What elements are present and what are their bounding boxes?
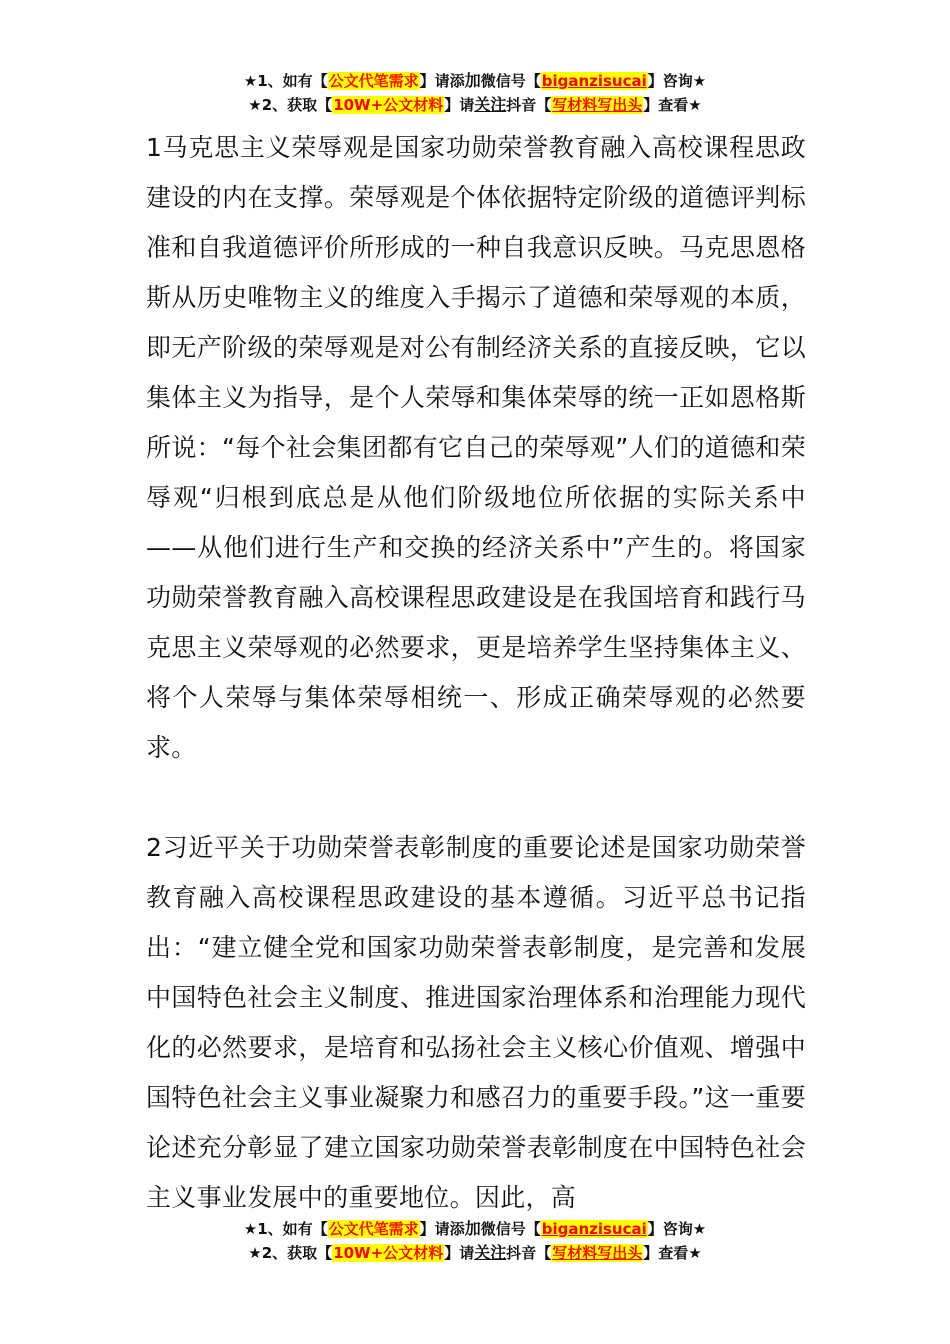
banner-text: 】请 <box>444 1244 475 1262</box>
banner-text-emphasis: 关注 <box>474 95 507 114</box>
banner-text: 抖音【 <box>506 96 552 114</box>
banner-text: 】请添 <box>419 1220 465 1238</box>
banner-line-1 <box>0 69 950 93</box>
wechat-id-link[interactable]: biganzisucai <box>541 72 647 90</box>
banner-line-2 <box>0 93 950 117</box>
banner-text: 抖音【 <box>506 1244 552 1262</box>
douyin-account-link[interactable]: 写材料写出头 <box>552 1244 643 1262</box>
banner-text: 】请添 <box>419 72 465 90</box>
highlight-service: 公文代笔需求 <box>328 1220 419 1238</box>
banner-text: 】请 <box>444 96 475 114</box>
header-banner <box>0 69 950 117</box>
highlight-service: 公文代笔需求 <box>328 72 419 90</box>
banner-text: ★2、获取【 <box>248 1244 333 1262</box>
banner-line-2 <box>0 1241 950 1265</box>
paragraph-2: 2习近平关于功勋荣誉表彰制度的重要论述是国家功勋荣誉教育融入高校课程思政建设的基本遵循。习近平总书记指出：“建立健全党和国家功勋荣誉表彰制度，是完善和发展中国特色社会主义制度、推进国家治理体系和治理能力现代化的必然要求，是培育和弘扬社会主义核心价值观、增强中国特色社会主义事业凝聚力和感召力的重要手段。”这一重要论述充分彰显了建立国家功勋荣誉表彰制度在中国特色社会主义事业发展中的重要地位。因此，高 <box>146 833 806 1212</box>
banner-text: ★1、如有【 <box>243 1220 328 1238</box>
douyin-account-link[interactable]: 写材料写出头 <box>552 96 643 114</box>
banner-text: 微信号【 <box>480 1220 541 1238</box>
banner-text: 微信号【 <box>480 72 541 90</box>
banner-text: 】查看★ <box>643 96 702 114</box>
banner-text: 】咨询★ <box>647 1220 707 1238</box>
wechat-id-link[interactable]: biganzisucai <box>541 1220 647 1238</box>
banner-text: ★1、如有【 <box>243 72 328 90</box>
banner-text-emphasis: 加 <box>464 1219 481 1238</box>
footer-banner <box>0 1217 950 1265</box>
banner-line-1 <box>0 1217 950 1241</box>
document-body <box>146 123 806 1223</box>
banner-text: 】咨询★ <box>647 72 707 90</box>
highlight-materials: 10W+公文材料 <box>333 96 444 114</box>
paragraph-1: 1马克思主义荣辱观是国家功勋荣誉教育融入高校课程思政建设的内在支撑。荣辱观是个体依据特定阶级的道德评判标准和自我道德评价所形成的一种自我意识反映。马克思恩格斯从历史唯物主义的维度入手揭示了道德和荣辱观的本质，即无产阶级的荣辱观是对公有制经济关系的直接反映，它以集体主义为指导，是个人荣辱和集体荣辱的统一正如恩格斯所说：“每个社会集团都有它自己的荣辱观”人们的道德和荣辱观“归根到底总是从他们阶级地位所依据的实际关系中——从他们进行生产和交换的经济关系中”产生的。将国家功勋荣誉教育融入高校课程思政建设是在我国培育和践行马克思主义荣辱观的必然要求，更是培养学生坚持集体主义、将个人荣辱与集体荣辱相统一、形成正确荣辱观的必然要求。 <box>146 133 806 762</box>
banner-text-emphasis: 加 <box>464 71 481 90</box>
paragraph-spacer <box>146 773 806 823</box>
banner-text: 】查看★ <box>643 1244 702 1262</box>
banner-text: ★2、获取【 <box>248 96 333 114</box>
banner-text-emphasis: 关注 <box>474 1243 507 1262</box>
highlight-materials: 10W+公文材料 <box>333 1244 444 1262</box>
